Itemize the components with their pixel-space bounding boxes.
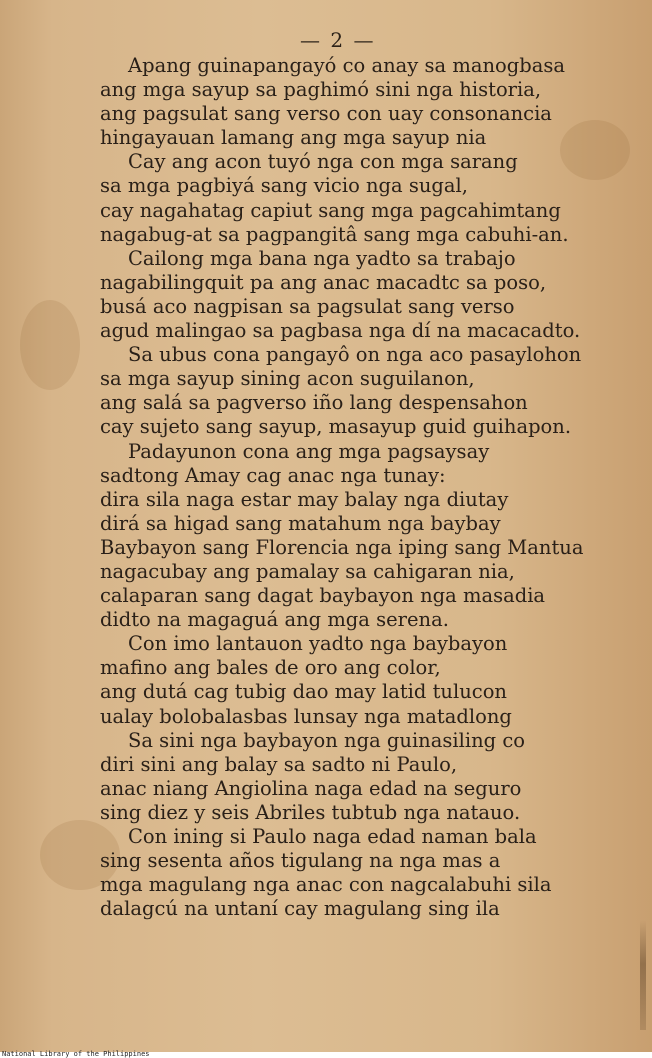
text-line: ualay bolobalasbas lunsay nga matadlong [100, 704, 512, 728]
text-line: sing sesenta años tigulang na nga mas a [100, 849, 501, 873]
text-line: Con imo lantauon yadto nga baybayon [128, 632, 508, 656]
text-line: agud malingao sa pagbasa nga dí na macacadto. [100, 319, 581, 343]
text-line: nagabilingquit pa ang anac macadtc sa poso, [100, 270, 547, 294]
page-edge-damage [640, 920, 646, 1030]
text-line: ang salá sa pagverso iño lang despensahon [100, 391, 528, 415]
text-line: Cailong mga bana nga yadto sa trabajo [128, 246, 516, 270]
text-line: Apang guinapangayó co anay sa manogbasa [128, 54, 565, 77]
paper-stain [20, 300, 80, 390]
text-line: sa mga pagbiyá sang vicio nga sugal, [100, 174, 468, 198]
text-line: nagacubay ang pamalay sa cahigaran nia, [100, 559, 515, 583]
text-line: ang mga sayup sa paghimó sini nga historia, [100, 78, 542, 102]
text-line: mga magulang nga anac con nagcalabuhi sila [100, 873, 552, 897]
text-line: hingayauan lamang ang mga sayup nia [100, 126, 487, 150]
text-line: cay sujeto sang sayup, masayup guid guihapon. [100, 415, 572, 439]
text-line: sadtong Amay cag anac nga tunay: [100, 463, 446, 487]
library-credit: National Library of the Philippines [2, 1050, 150, 1058]
verse-text [100, 54, 620, 921]
text-line: busá aco nagpisan sa pagsulat sang verso [100, 294, 515, 318]
text-line: dirá sa higad sang matahum nga baybay [100, 511, 501, 535]
text-line: nagabug-at sa pagpangitâ sang mga cabuhi-an. [100, 222, 569, 246]
text-line: Baybayon sang Florencia nga iping sang Mantua [100, 535, 584, 559]
text-line: ang pagsulat sang verso con uay consonancia [100, 102, 552, 126]
page-number: — 2 — [300, 28, 376, 52]
text-line: Sa sini nga baybayon nga guinasiling co [128, 728, 525, 752]
text-line: dalagcú na untaní cay magulang sing ila [100, 897, 500, 921]
text-line: anac niang Angiolina naga edad na seguro [100, 776, 522, 800]
text-line: mafino ang bales de oro ang color, [100, 656, 441, 680]
text-line: sing diez y seis Abriles tubtub nga natauo. [100, 800, 521, 824]
text-line: Con ining si Paulo naga edad naman bala [128, 825, 537, 848]
text-line: cay nagahatag capiut sang mga pagcahimtang [100, 198, 561, 222]
text-line: Padayunon cona ang mga pagsaysay [128, 439, 490, 463]
text-line: Sa ubus cona pangayô on nga aco pasaylohon [128, 343, 582, 367]
text-line: calaparan sang dagat baybayon nga masadia [100, 584, 546, 608]
text-line: didto na magaguá ang mga serena. [100, 608, 449, 632]
text-line: ang dutá cag tubig dao may latid tulucon [100, 680, 507, 704]
text-line: dira sila naga estar may balay nga diutay [100, 487, 509, 511]
text-line: sa mga sayup sining acon suguilanon, [100, 367, 475, 391]
text-line: Cay ang acon tuyó nga con mga sarang [128, 150, 518, 174]
text-line: diri sini ang balay sa sadto ni Paulo, [100, 752, 458, 776]
